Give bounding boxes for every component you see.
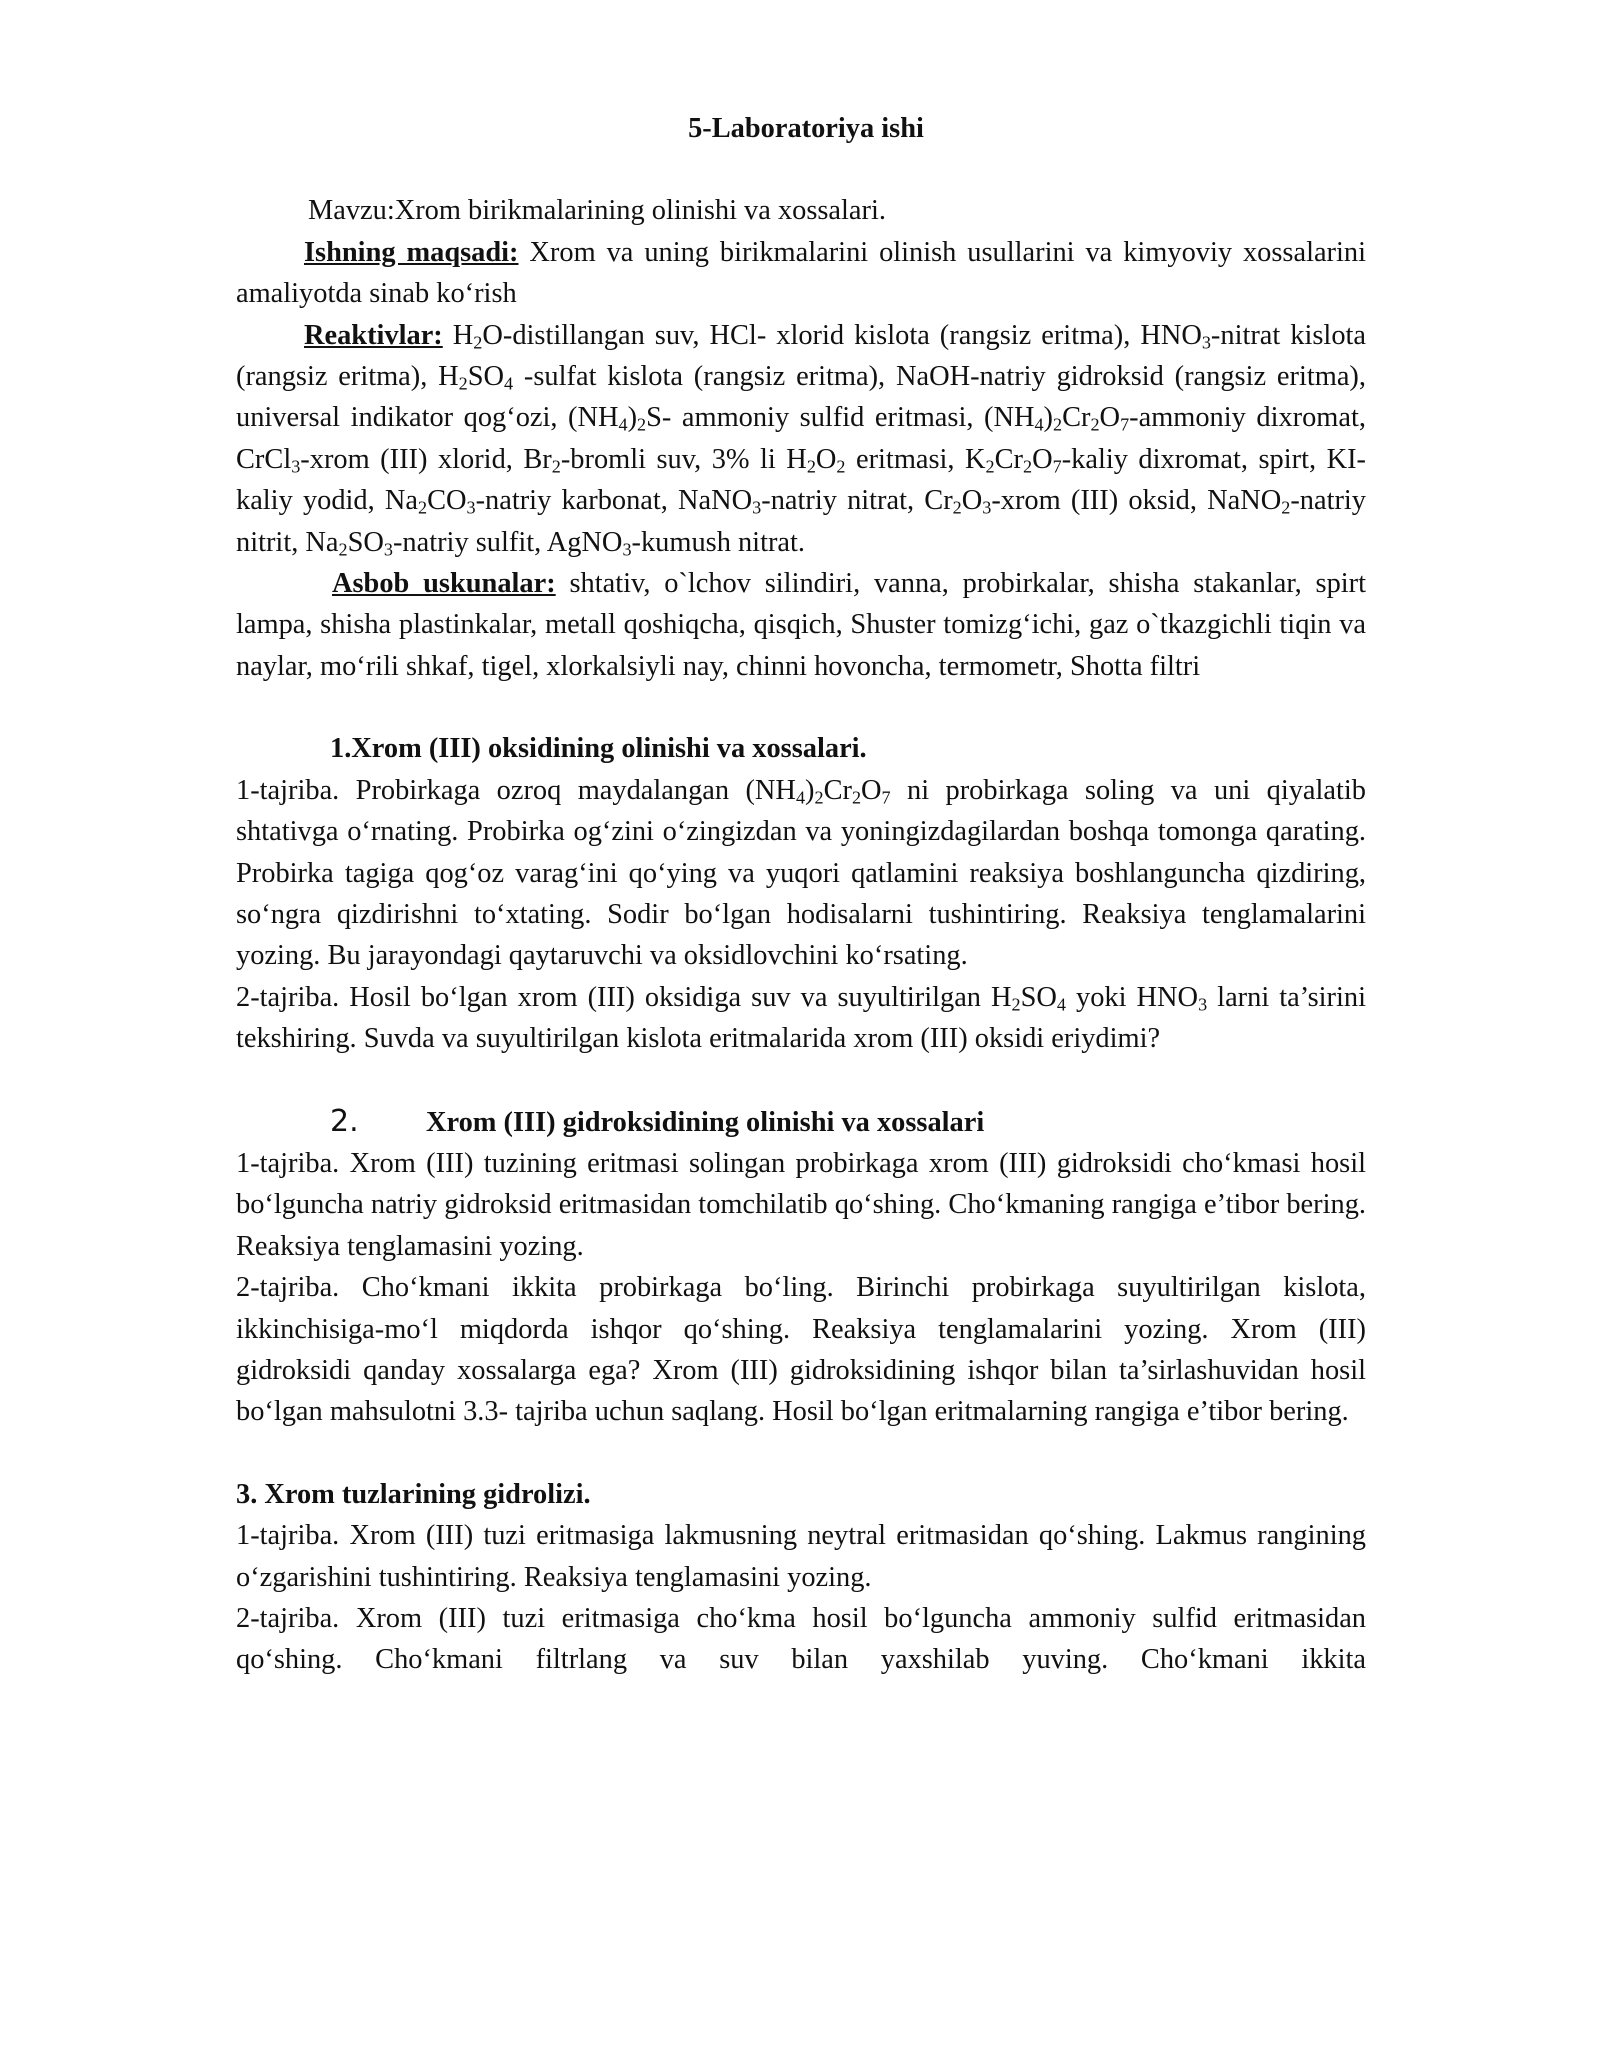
subscript: 4 bbox=[795, 787, 806, 808]
section3-experiment1: 1-tajriba. Xrom (III) tuzi eritmasiga lakmusning neytral eritmasidan qo‘shing. Lakmus rangining o‘zgarishini tushintiring. Reaksiya tenglamasini yozing. bbox=[236, 1520, 1366, 1593]
reagents-text: O bbox=[1032, 443, 1053, 475]
section2-experiment1: 1-tajriba. Xrom (III) tuzining eritmasi solingan probirkaga xrom (III) gidroksidi cho‘kmasi hosil bo‘lguncha natriy gidroksid eritmasidan tomchilatib qo‘shing. Cho‘kmaning rangiga e’tibor bering. Reaksiya tenglamasini yozing. bbox=[236, 1147, 1366, 1262]
section2-experiment2: 2-tajriba. Cho‘kmani ikkita probirkaga bo‘ling. Birinchi probirkaga suyultirilgan kislota, ikkinchisiga-mo‘l miqdorda ishqor qo‘shing. Reaksiya tenglamalarini yozing. Xrom (III) gidroksidi qanday xossalarga ega? Xrom (III) gidroksidining ishqor bilan ta’sirlashuvidan hosil bo‘lgan mahsulotni 3.3- tajriba uchun saqlang. Hosil bo‘lgan eritmalarning rangiga e’tibor bering. bbox=[236, 1272, 1366, 1428]
subscript: 3 bbox=[752, 497, 762, 518]
subscript: 3 bbox=[383, 539, 393, 560]
experiment-text: ) bbox=[805, 774, 815, 806]
subscript: 3 bbox=[982, 497, 992, 518]
reagents-text: ) bbox=[1043, 402, 1053, 434]
subscript: 7 bbox=[1120, 414, 1130, 435]
reagents-text: Cr bbox=[1062, 402, 1091, 434]
subscript: 2 bbox=[473, 332, 483, 353]
section3-experiment2: 2-tajriba. Xrom (III) tuzi eritmasiga cho‘kma hosil bo‘lguncha ammoniy sulfid eritmasidan qo‘shing. Cho‘kmani filtrlang va suv bilan yaxshilab yuving. Cho‘kmani ikkita bbox=[236, 1603, 1366, 1676]
subscript: 2 bbox=[551, 456, 561, 477]
experiment-text: O bbox=[861, 774, 882, 806]
reagents-text: -natriy karbonat, NaNO bbox=[475, 485, 753, 517]
reagents-text: -natriy nitrat, Cr bbox=[761, 485, 953, 517]
section1-heading: 1.Xrom (III) oksidining olinishi va xossalari. bbox=[330, 733, 867, 765]
reagents-text: CO bbox=[427, 485, 467, 517]
goal-label: Ishning maqsadi: bbox=[304, 236, 519, 268]
subscript: 2 bbox=[814, 787, 824, 808]
subscript: 2 bbox=[417, 497, 428, 518]
goal-text: Xrom va uning birikmalarini olinish usullarini va kimyoviy xossalarini amaliyotda sinab ko‘rish bbox=[236, 236, 1366, 310]
subscript: 2 bbox=[806, 456, 816, 477]
reagents-text: O bbox=[961, 485, 983, 517]
section3-heading: 3. Xrom tuzlarining gidrolizi. bbox=[236, 1478, 591, 1510]
document-body bbox=[236, 108, 1366, 1681]
spacer bbox=[236, 1060, 1366, 1101]
subscript: 7 bbox=[1052, 456, 1062, 477]
equipment-label: Asbob uskunalar: bbox=[332, 568, 556, 600]
subscript: 4 bbox=[504, 373, 514, 394]
subscript: 2 bbox=[458, 373, 468, 394]
equipment-paragraph bbox=[236, 563, 1366, 687]
reagents-text: -natriy sulfit, AgNO bbox=[392, 526, 623, 558]
reagents-text: ) bbox=[627, 402, 638, 434]
subscript: 4 bbox=[618, 414, 628, 435]
subscript: 2 bbox=[836, 456, 846, 477]
equipment-text: shtativ, o`lchov silindiri, vanna, probirkalar, shisha stakanlar, spirt lampa, shisha plastinkalar, metall qoshiqcha, qisqich, Shuster tomizg‘ichi, gaz o`tkazgichli tiqin va naylar, mo‘rili shkaf, tigel, xlorkalsiyli nay, chinni hovoncha, termometr, Shotta filtri bbox=[236, 568, 1367, 682]
reagents-text: -nitrat kislota (rangsiz eritma), H bbox=[236, 319, 1366, 393]
subscript: 3 bbox=[1198, 994, 1208, 1015]
experiment-text: 1-tajriba. Probirkaga ozroq maydalangan (NH bbox=[236, 774, 796, 806]
subscript: 2 bbox=[851, 787, 862, 808]
experiment-text: ni probirkaga soling va uni qiyalatib shtativga o‘rnating. Probirka og‘zini o‘zingizdan va yoningizdagilardan boshqa tomonga qarating. Probirka tagiga qog‘oz varag‘ini qo‘ying va yuqori qatlamini reaksiya boshlanguncha qizdiring, so‘ngra qizdirishni to‘xtating. Sodir bo‘lgan hodisalarni tushintiring. Reaksiya tenglamalarini yozing. Bu jarayondagi qaytaruvchi va oksidlovchini ko‘rsating. bbox=[236, 774, 1366, 972]
spacer bbox=[236, 687, 1366, 728]
subscript: 2 bbox=[952, 497, 962, 518]
reagents-text: -xrom (III) xlorid, Br bbox=[300, 443, 552, 475]
subscript: 4 bbox=[1034, 414, 1044, 435]
reagents-text: -xrom (III) oksid, NaNO bbox=[991, 485, 1282, 517]
reagents-text: O bbox=[815, 443, 837, 475]
spacer bbox=[236, 1433, 1366, 1474]
experiment-text: Cr bbox=[823, 774, 852, 806]
experiment-text: yoki HNO bbox=[1066, 981, 1199, 1013]
subscript: 3 bbox=[1201, 332, 1211, 353]
reagents-text: -natriy nitrit, Na bbox=[236, 485, 1366, 558]
experiment-text: 2-tajriba. Hosil bo‘lgan xrom (III) oksidiga suv va suyultirilgan H bbox=[236, 981, 1012, 1013]
reagents-text: -kaliy dixromat, spirt, KI-kaliy yodid, Na bbox=[236, 443, 1366, 517]
subscript: 2 bbox=[1281, 497, 1291, 518]
experiment-text: larni ta’sirini tekshiring. Suvda va suyultirilgan kislota eritmalarida xrom (III) oksidi eriydimi? bbox=[236, 981, 1366, 1055]
section2-number: 2. bbox=[330, 1103, 359, 1139]
section1-experiment2 bbox=[236, 977, 1366, 1060]
reagents-text: -bromli suv, 3% li H bbox=[560, 443, 807, 475]
subscript: 2 bbox=[338, 539, 348, 560]
reagents-text: H bbox=[442, 319, 474, 351]
subscript: 4 bbox=[1056, 994, 1066, 1015]
reagents-label: Reaktivlar: bbox=[304, 319, 443, 351]
subscript: 3 bbox=[466, 497, 476, 518]
goal-paragraph bbox=[236, 232, 1366, 315]
reagents-text: O bbox=[1099, 402, 1121, 434]
reagents-text: -kumush nitrat. bbox=[631, 526, 805, 558]
reagents-text: O-distillangan suv, HCl- xlorid kislota (rangsiz eritma), HNO bbox=[482, 319, 1202, 351]
reagents-text: SO bbox=[347, 526, 384, 558]
subscript: 2 bbox=[637, 414, 647, 435]
topic-line: Mavzu:Xrom birikmalarining olinishi va xossalari. bbox=[308, 195, 886, 227]
reagents-text: -sulfat kislota (rangsiz eritma), NaOH-natriy gidroksid (rangsiz eritma), universal indikator qog‘ozi, (NH bbox=[236, 361, 1366, 434]
reagents-text: SO bbox=[467, 361, 505, 393]
reagents-text: Cr bbox=[994, 443, 1024, 475]
subscript: 2 bbox=[1023, 456, 1033, 477]
reagents-text: S- ammoniy sulfid eritmasi, (NH bbox=[646, 402, 1035, 434]
subscript: 3 bbox=[622, 539, 632, 560]
subscript: 2 bbox=[1090, 414, 1100, 435]
page-title: 5-Laboratoriya ishi bbox=[688, 113, 924, 144]
reagents-text: -ammoniy dixromat, CrCl bbox=[236, 402, 1366, 475]
experiment-text: SO bbox=[1020, 981, 1057, 1013]
section2-heading: Xrom (III) gidroksidining olinishi va xossalari bbox=[426, 1106, 985, 1138]
subscript: 2 bbox=[1053, 414, 1063, 435]
subscript: 7 bbox=[881, 787, 891, 808]
subscript: 3 bbox=[291, 456, 301, 477]
subscript: 2 bbox=[1011, 994, 1021, 1015]
reagents-paragraph bbox=[236, 315, 1366, 563]
section2-heading-line bbox=[236, 1101, 1366, 1143]
subscript: 2 bbox=[985, 456, 995, 477]
section1-experiment1 bbox=[236, 770, 1366, 977]
reagents-text: eritmasi, K bbox=[845, 443, 986, 475]
